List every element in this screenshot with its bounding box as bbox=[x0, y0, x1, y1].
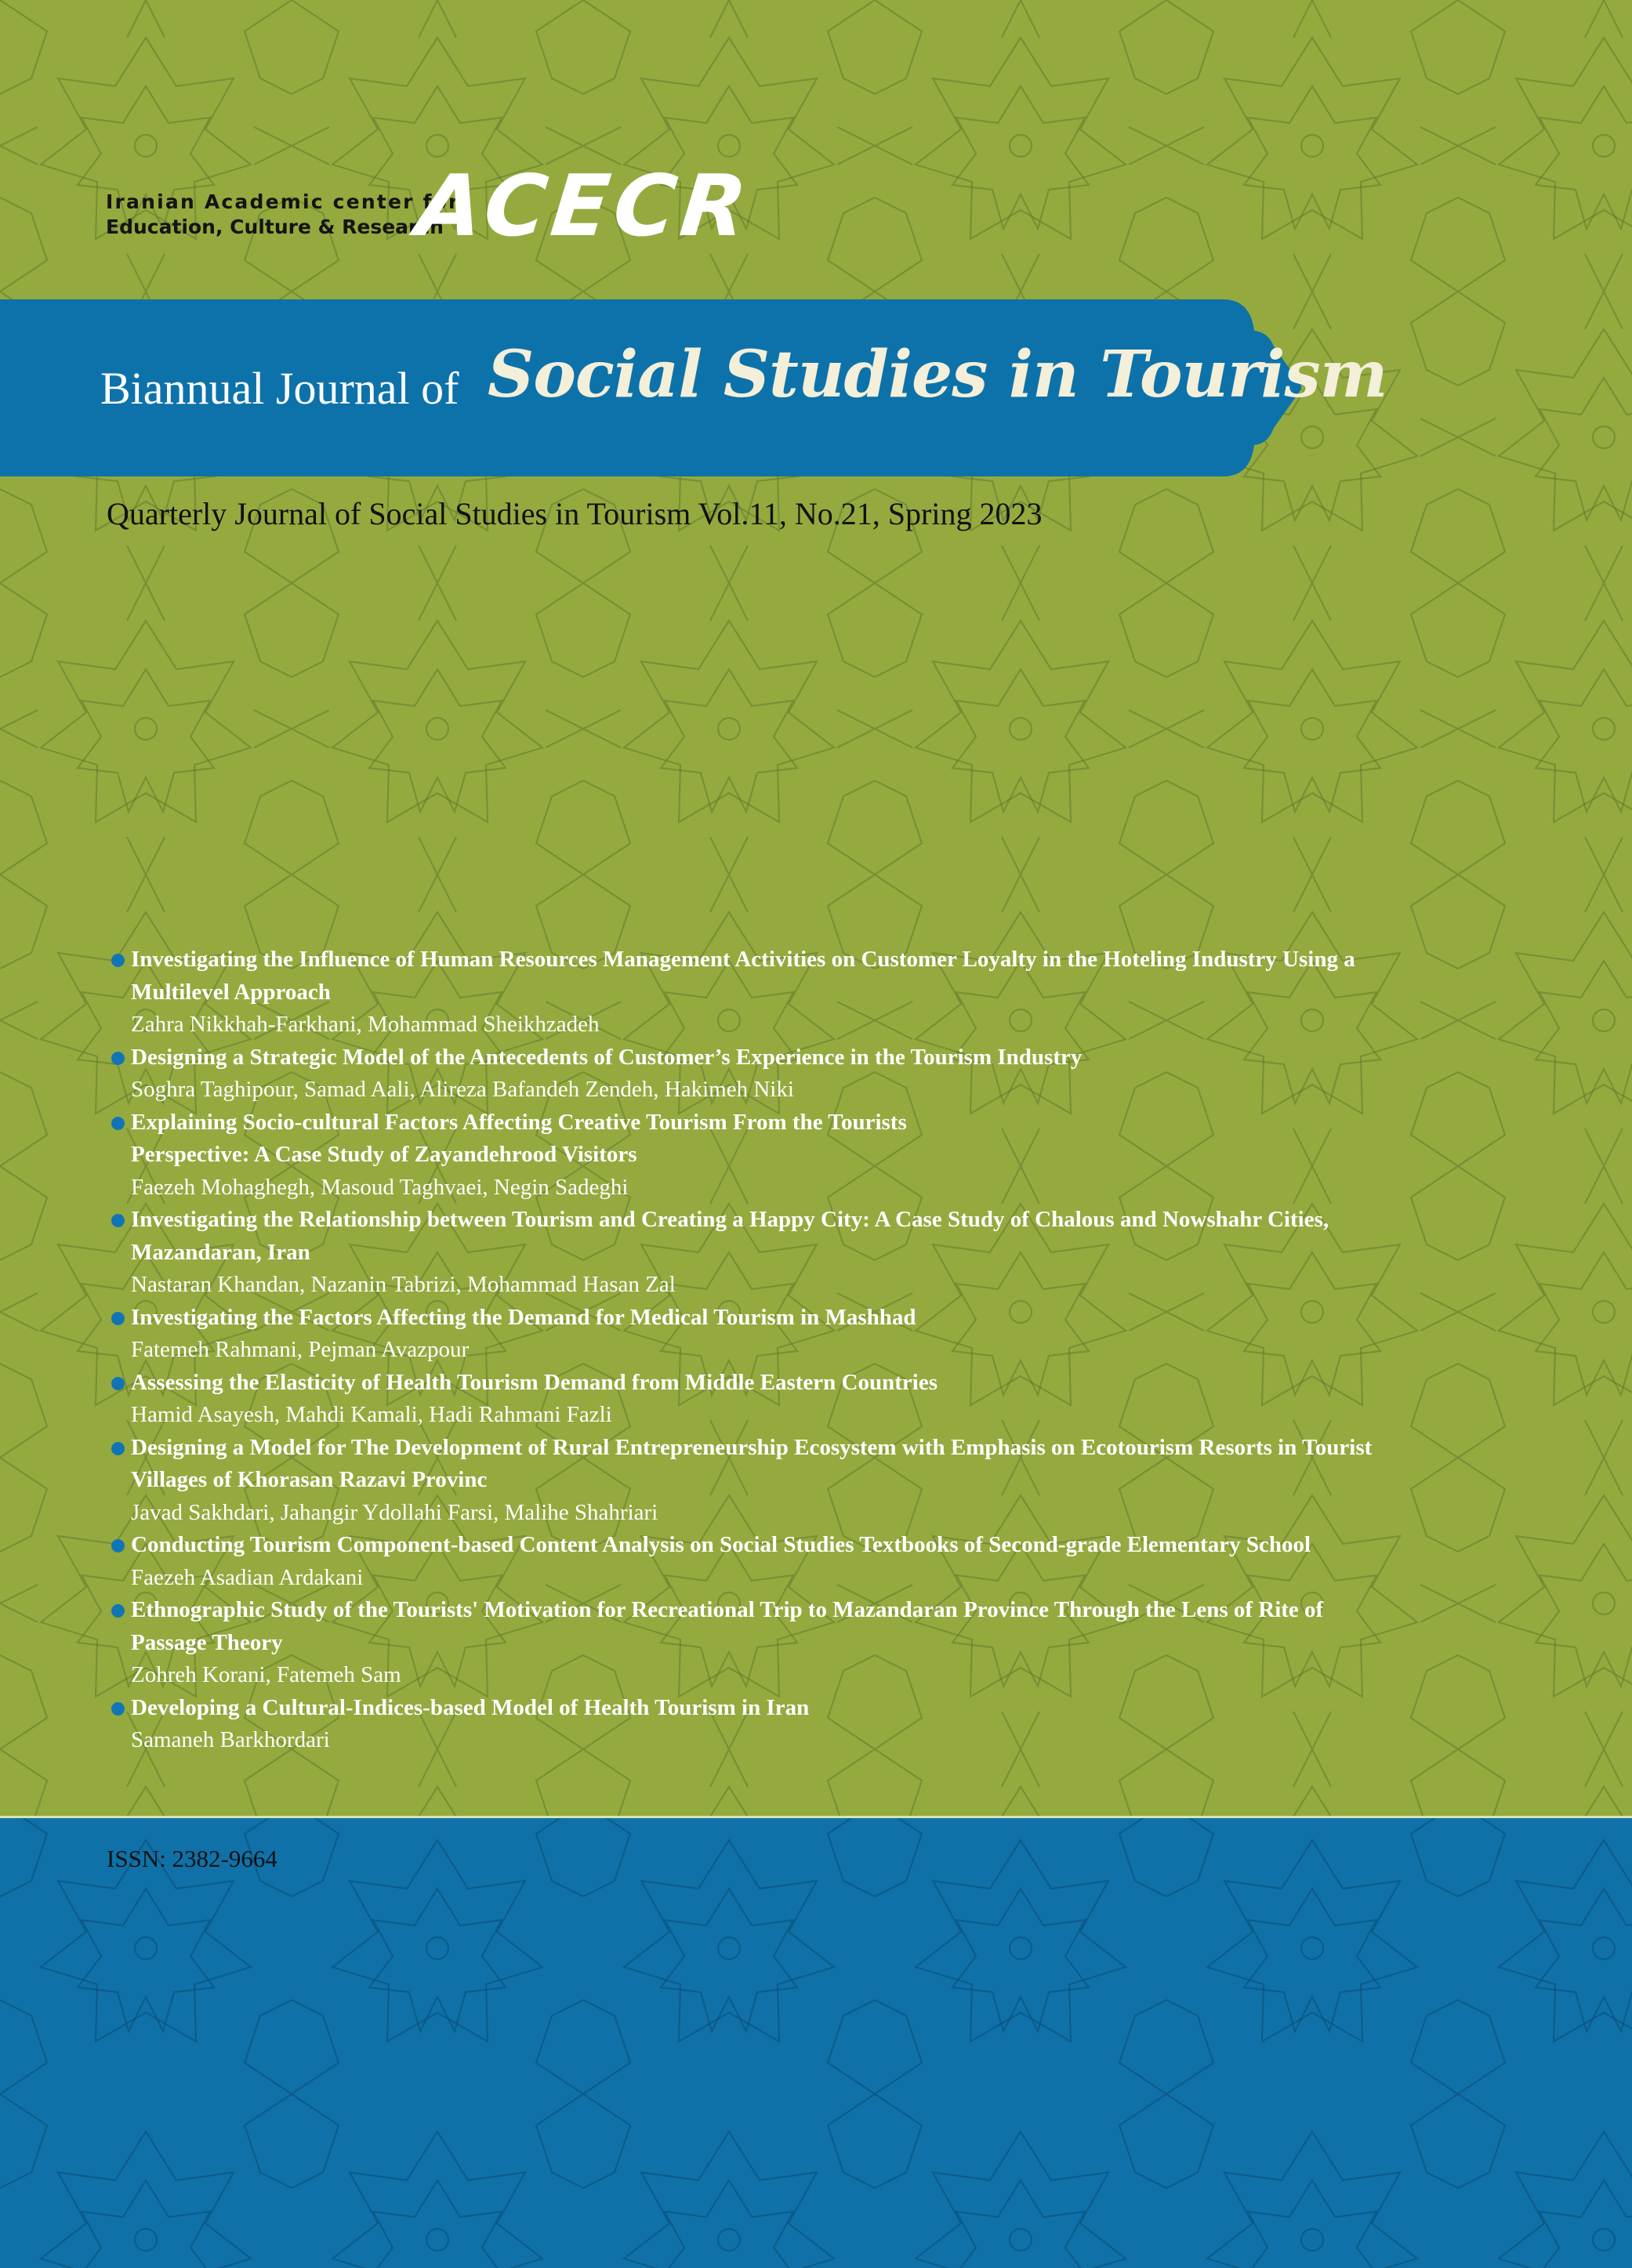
article-title bbox=[131, 1107, 1538, 1172]
article-title-line: Multilevel Approach bbox=[131, 979, 331, 1005]
article-authors: Faezeh Mohaghegh, Masoud Taghvaei, Negin Sadeghi bbox=[131, 1174, 629, 1200]
article-title-line: Investigating the Relationship between Tourism and Creating a Happy City: A Case Study of Chalous and Nowshahr Cities, bbox=[131, 1207, 1329, 1232]
article-title-line: Villages of Khorasan Razavi Provinc bbox=[131, 1467, 488, 1492]
article-title-line: Assessing the Elasticity of Health Tourism Demand from Middle Eastern Countries bbox=[131, 1369, 937, 1395]
article-title bbox=[131, 944, 1538, 1009]
article-title-line: Mazandaran, Iran bbox=[131, 1239, 310, 1265]
toc-entry bbox=[111, 1302, 1538, 1367]
bullet-icon bbox=[111, 1702, 125, 1715]
article-authors: Hamid Asayesh, Mahdi Kamali, Hadi Rahmani Fazli bbox=[131, 1402, 612, 1427]
article-title-line: Developing a Cultural-Indices-based Model of Health Tourism in Iran bbox=[131, 1694, 810, 1720]
publisher-name bbox=[106, 190, 460, 240]
article-title-line: Designing a Model for The Development of Rural Entrepreneurship Ecosystem with Emphasis on Ecotourism Resorts in Tourist bbox=[131, 1434, 1373, 1460]
acecr-logo: ACECR bbox=[412, 158, 756, 255]
table-of-contents bbox=[111, 944, 1538, 1757]
bullet-icon bbox=[111, 1312, 125, 1325]
article-authors: Faezeh Asadian Ardakani bbox=[131, 1564, 364, 1590]
article-authors: Fatemeh Rahmani, Pejman Avazpour bbox=[131, 1337, 470, 1362]
bullet-icon bbox=[111, 1604, 125, 1618]
article-authors: Samaneh Barkhordari bbox=[131, 1727, 330, 1752]
bullet-icon bbox=[111, 1539, 125, 1552]
article-title bbox=[131, 1042, 1538, 1074]
article-title bbox=[131, 1432, 1538, 1497]
banner-prefix: Biannual Journal of bbox=[100, 363, 459, 414]
article-title bbox=[131, 1367, 1538, 1400]
article-title bbox=[131, 1692, 1538, 1725]
footer-band bbox=[0, 1818, 1632, 2268]
article-title bbox=[131, 1204, 1538, 1269]
article-authors: Javad Sakhdari, Jahangir Ydollahi Farsi, Malihe Shahriari bbox=[131, 1499, 658, 1525]
article-title-line: Perspective: A Case Study of Zayandehrood Visitors bbox=[131, 1142, 637, 1167]
article-title-line: Passage Theory bbox=[131, 1629, 283, 1655]
article-authors: Soghra Taghipour, Samad Aali, Alireza Bafandeh Zendeh, Hakimeh Niki bbox=[131, 1077, 794, 1102]
article-authors: Nastaran Khandan, Nazanin Tabrizi, Mohammad Hasan Zal bbox=[131, 1272, 676, 1297]
article-title-line: Conducting Tourism Component-based Content Analysis on Social Studies Textbooks of Second-grade Elementary School bbox=[131, 1532, 1311, 1557]
toc-entry bbox=[111, 1367, 1538, 1432]
bullet-icon bbox=[111, 1442, 125, 1455]
article-title bbox=[131, 1594, 1538, 1659]
publisher-line-1: Iranian Academic center for bbox=[106, 190, 460, 213]
article-title-line: Ethnographic Study of the Tourists' Motivation for Recreational Trip to Mazandaran Province Through the Lens of Rite of bbox=[131, 1597, 1324, 1622]
article-title-line: Investigating the Influence of Human Resources Management Activities on Customer Loyalty in the Hoteling Industry Using a bbox=[131, 947, 1355, 972]
publisher-line-2: Education, Culture & Research bbox=[106, 216, 444, 238]
toc-entry bbox=[111, 1594, 1538, 1692]
toc-entry bbox=[111, 1204, 1538, 1302]
issn-number: ISSN: 2382-9664 bbox=[107, 1845, 277, 1872]
toc-entry bbox=[111, 1432, 1538, 1530]
article-title-line: Explaining Socio-cultural Factors Affecting Creative Tourism From the Tourists bbox=[131, 1109, 907, 1135]
toc-entry bbox=[111, 1692, 1538, 1757]
toc-entry bbox=[111, 1042, 1538, 1107]
article-authors: Zohreh Korani, Fatemeh Sam bbox=[131, 1662, 401, 1687]
article-authors: Zahra Nikkhah-Farkhani, Mohammad Sheikhzadeh bbox=[131, 1012, 600, 1037]
issue-line: Quarterly Journal of Social Studies in Tourism Vol.11, No.21, Spring 2023 bbox=[107, 496, 1043, 531]
journal-title: Social Studies in Tourism bbox=[488, 337, 1387, 412]
toc-entry bbox=[111, 1529, 1538, 1594]
bullet-icon bbox=[111, 1052, 125, 1065]
toc-entry bbox=[111, 944, 1538, 1042]
article-title bbox=[131, 1529, 1538, 1562]
bullet-icon bbox=[111, 1117, 125, 1130]
toc-entry bbox=[111, 1107, 1538, 1205]
article-title-line: Designing a Strategic Model of the Antecedents of Customer’s Experience in the Tourism Industry bbox=[131, 1044, 1083, 1070]
article-title-line: Investigating the Factors Affecting the Demand for Medical Tourism in Mashhad bbox=[131, 1304, 916, 1330]
footer-pattern bbox=[0, 1818, 1632, 2268]
bullet-icon bbox=[111, 1214, 125, 1227]
bullet-icon bbox=[111, 1377, 125, 1390]
bullet-icon bbox=[111, 954, 125, 967]
article-title bbox=[131, 1302, 1538, 1335]
